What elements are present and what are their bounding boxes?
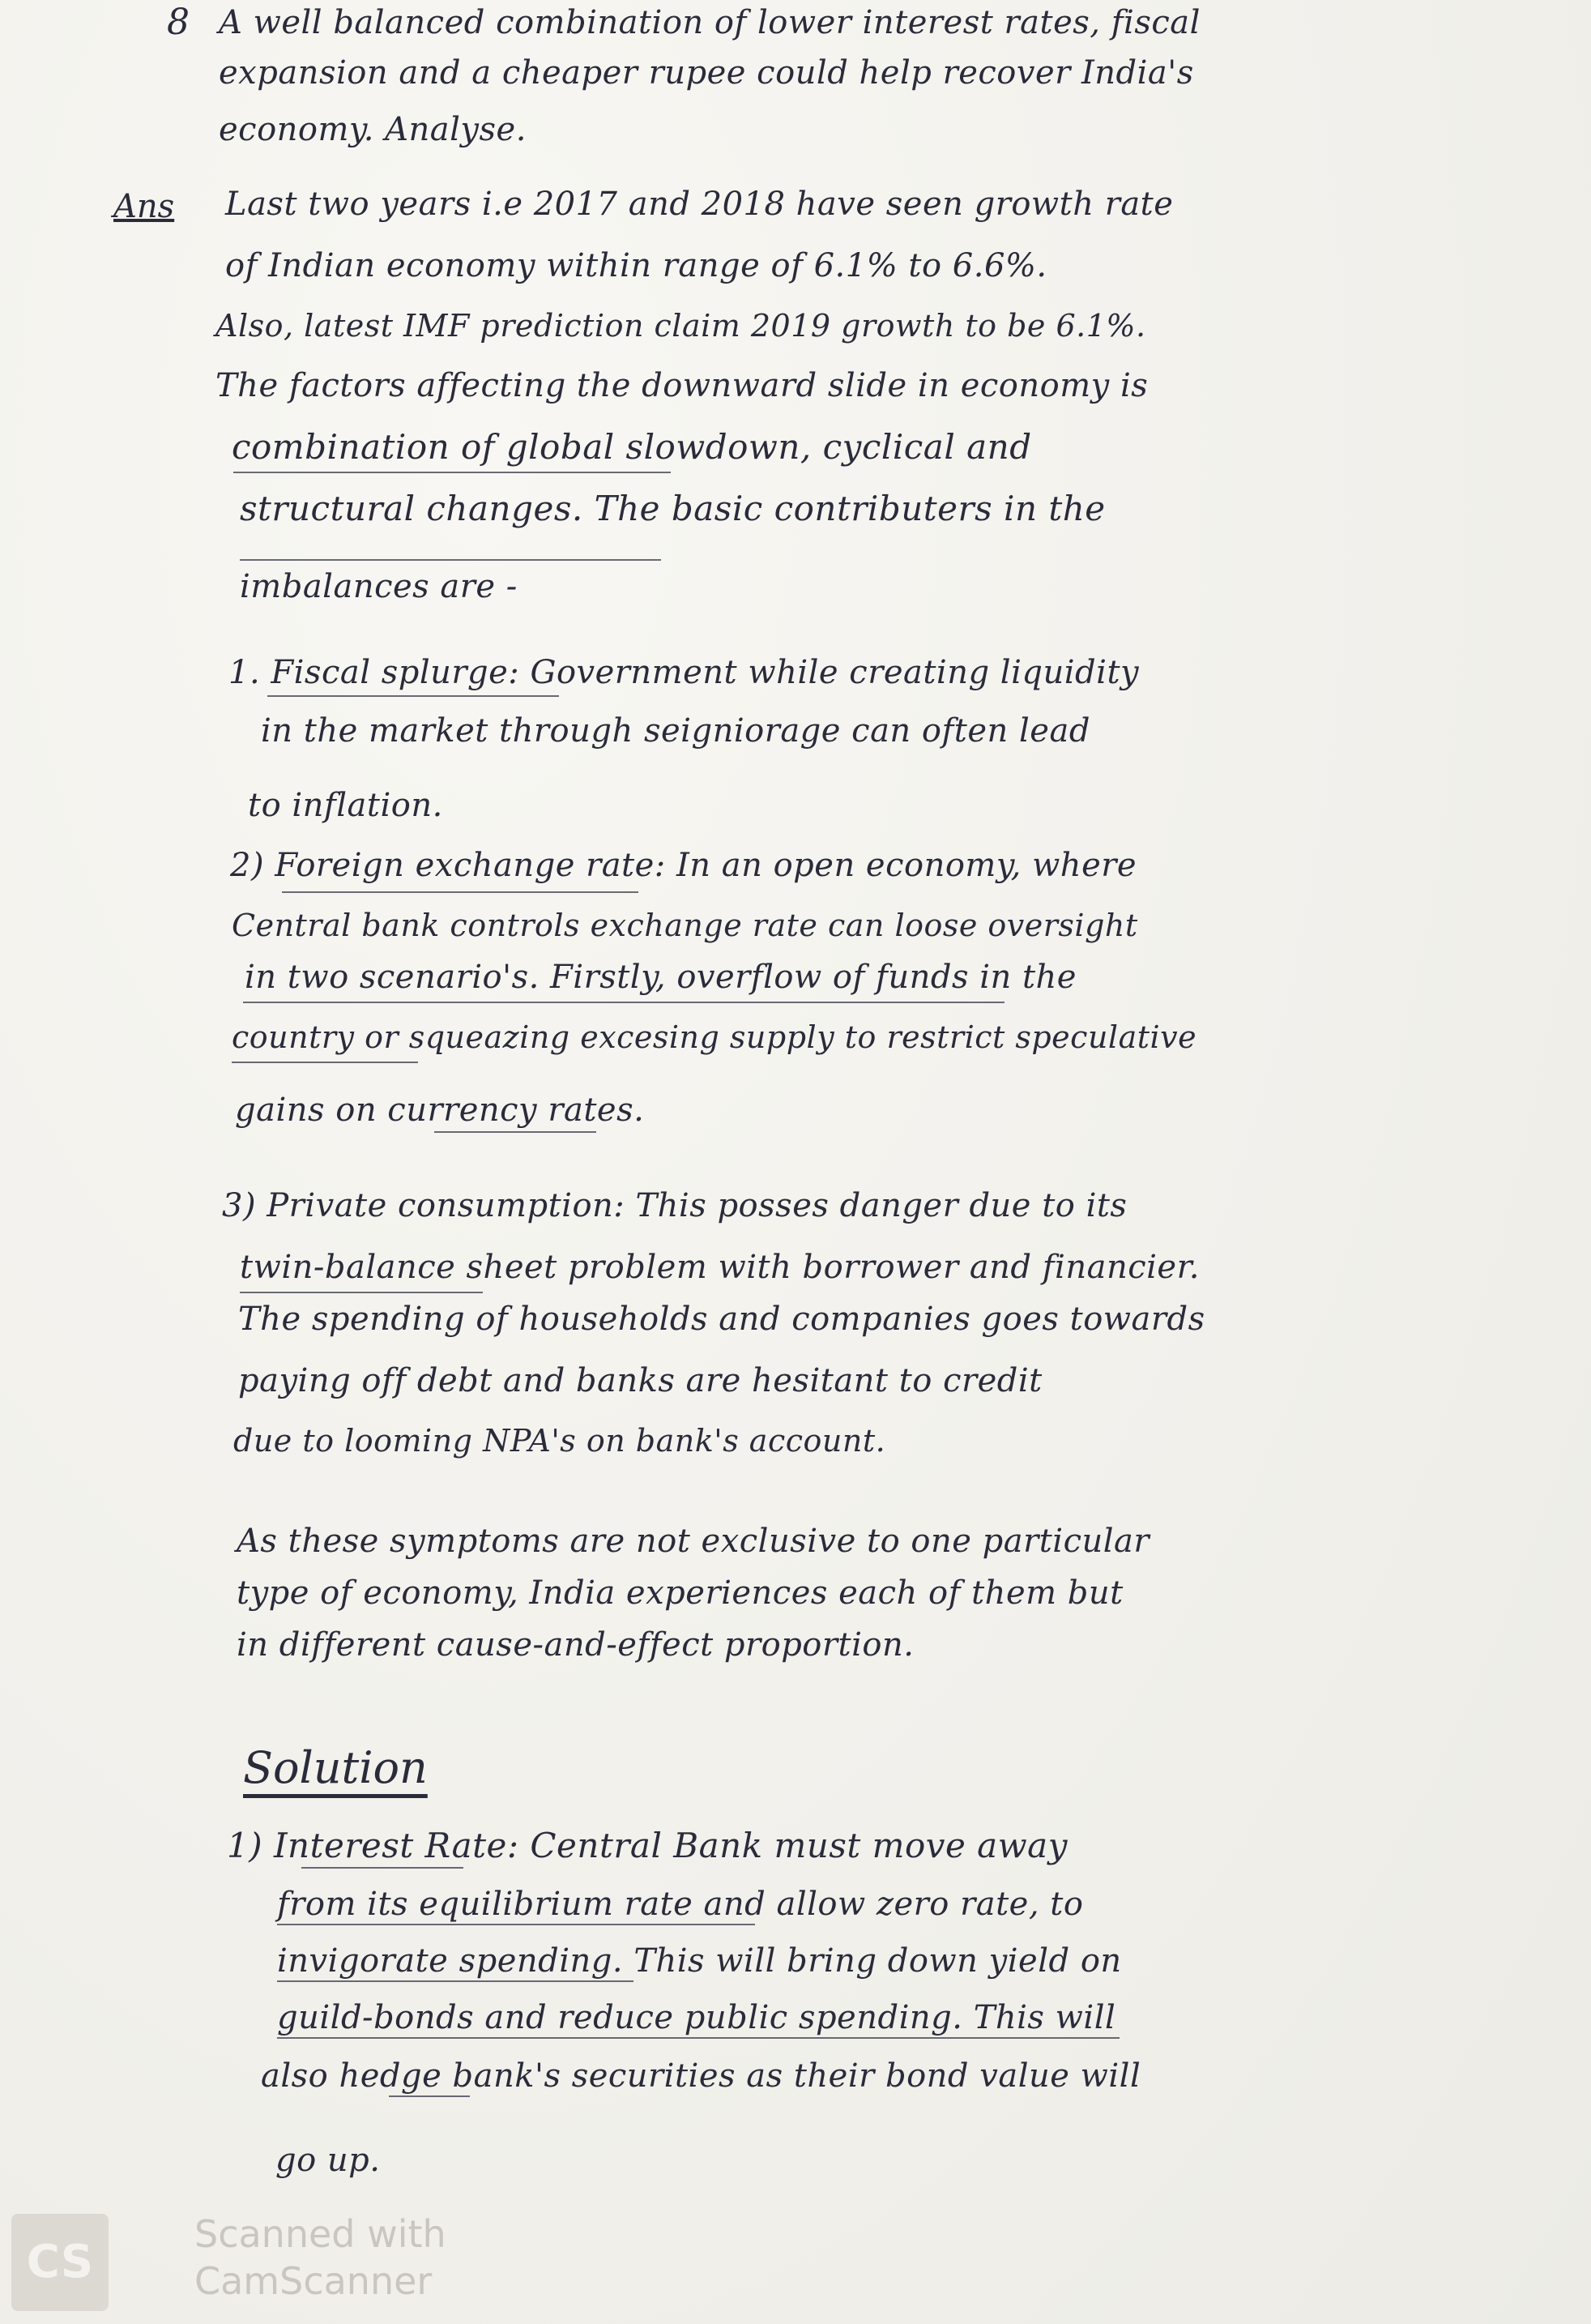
underline [267,695,559,697]
point-2-line: Central bank controls exchange rate can loose oversight [232,908,1138,943]
underline [243,1002,1005,1003]
solution-line: go up. [275,2142,381,2179]
question-line: A well balanced combination of lower interest rates, fiscal [219,4,1201,41]
solution-line: also hedge bank's securities as their bond value will [261,2057,1141,2095]
question-line: economy. Analyse. [219,111,527,148]
underline [277,1980,633,1982]
point-3-line: The spending of households and companies goes towards [238,1301,1205,1338]
intro-line: Last two years i.e 2017 and 2018 have seen growth rate [225,186,1174,223]
underline [434,1131,596,1133]
conclusion-line: As these symptoms are not exclusive to one particular [237,1523,1150,1560]
answer-label: Ans [113,188,175,225]
solution-line: guild-bonds and reduce public spending. This will [277,1999,1116,2036]
point-2-line: country or squeazing excesing supply to restrict speculative [232,1019,1197,1055]
point-2-line: in two scenario's. Firstly, overflow of funds in the [245,959,1077,996]
point-2-line: gains on currency rates. [235,1092,645,1129]
intro-line: imbalances are - [240,568,518,605]
underline [240,1292,483,1293]
scanner-watermark [0,2196,454,2318]
conclusion-line: type of economy, India experiences each of them but [237,1574,1124,1612]
solution-line: from its equilibrium rate and allow zero rate, to [277,1886,1084,1923]
point-3-line: 3) Private consumption: This posses danger due to its [222,1187,1128,1224]
conclusion-line: in different cause-and-effect proportion. [237,1626,915,1664]
intro-line: The factors affecting the downward slide in economy is [215,367,1149,404]
intro-line: Also, latest IMF prediction claim 2019 growth to be 6.1%. [215,308,1146,344]
point-1-line: in the market through seigniorage can often lead [261,712,1090,750]
solution-line: invigorate spending. This will bring down yield on [277,1942,1122,1980]
point-3-line: due to looming NPA's on bank's account. [233,1423,886,1459]
underline [240,559,661,561]
watermark-line-2: CamScanner [194,2259,433,2303]
underline [301,1867,463,1869]
solution-heading: Solution [243,1742,428,1793]
underline [277,1924,755,1925]
underline [282,891,638,893]
question-line: expansion and a cheaper rupee could help recover India's [219,54,1194,92]
point-1-line: to inflation. [248,787,443,824]
intro-line: combination of global slowdown, cyclical and [232,427,1032,467]
point-3-line: twin-balance sheet problem with borrower and financier. [240,1249,1201,1286]
underline [277,2037,1120,2039]
intro-line: structural changes. The basic contributers in the [240,489,1106,528]
watermark-line-1: Scanned with [194,2212,446,2256]
question-number: 8 [167,2,190,43]
underline [389,2095,470,2097]
point-3-line: paying off debt and banks are hesitant to credit [238,1362,1043,1399]
underline [233,472,671,473]
point-1-line: 1. Fiscal splurge: Government while creating liquidity [228,654,1140,691]
intro-line: of Indian economy within range of 6.1% to 6.6%. [225,247,1047,284]
solution-line: 1) Interest Rate: Central Bank must move away [227,1826,1068,1865]
camscanner-logo-icon: CS [11,2214,109,2311]
point-2-line: 2) Foreign exchange rate: In an open economy, where [230,847,1137,884]
underline [232,1062,418,1063]
